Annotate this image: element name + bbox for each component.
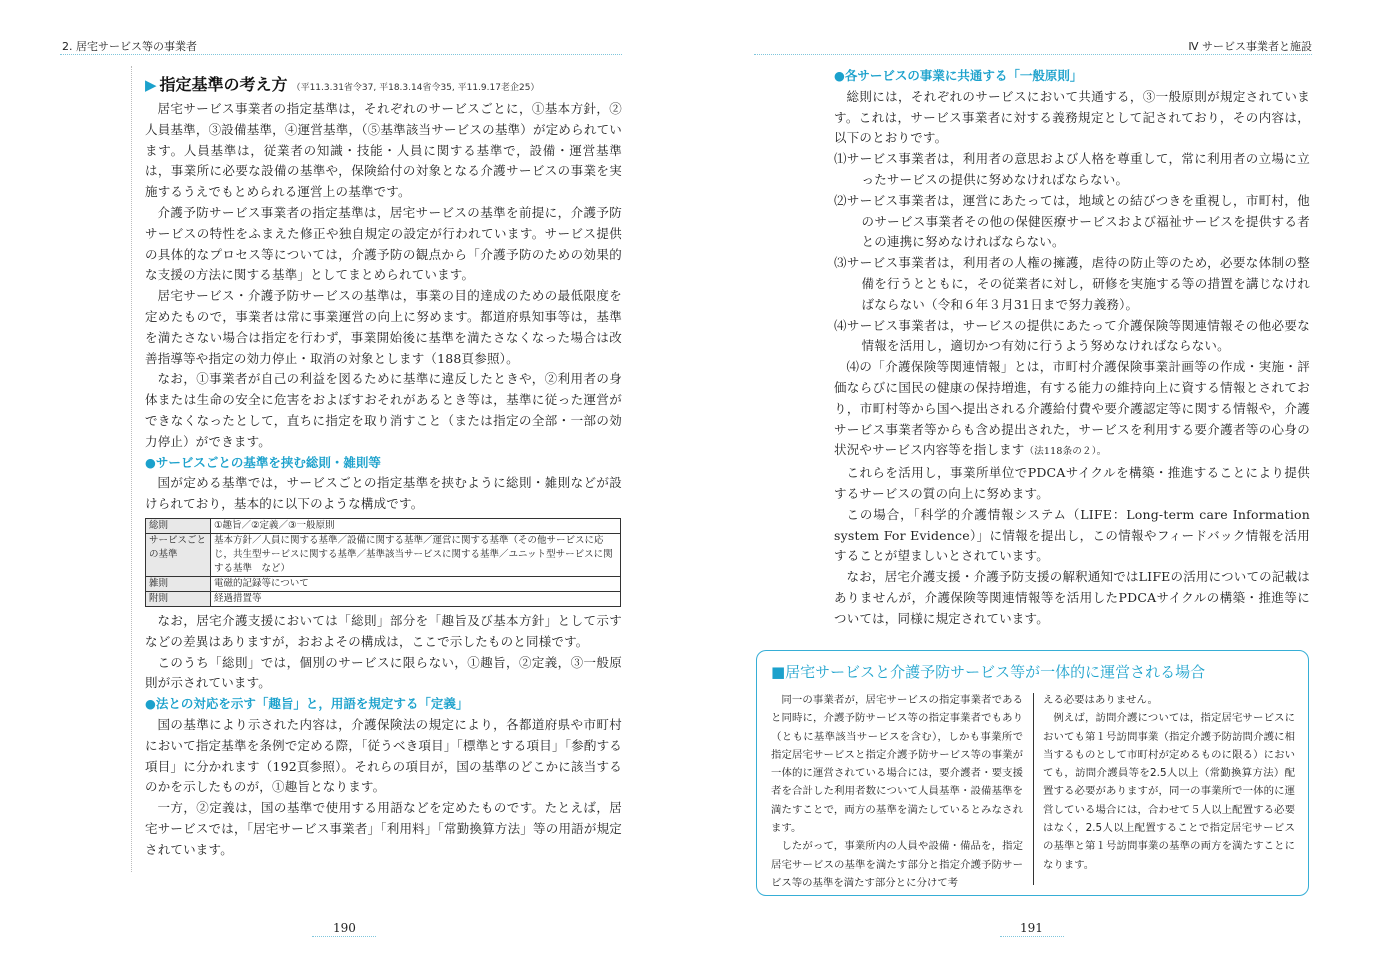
table-key: 雑則	[146, 576, 211, 591]
info-box-title: ■居宅サービスと介護予防サービス等が一体的に運営される場合	[771, 663, 1206, 681]
table-row	[146, 533, 621, 576]
list-item: ⑵サービス事業者は，運営にあたっては，地域との結びつきを重視し，市町村，他のサービス事業者その他の保健医療サービスおよび福祉サービスを提供する者との連携に努めなければならない。	[834, 192, 1310, 250]
list-item: ⑴サービス事業者は，利用者の意思および人格を尊重して，常に利用者の立場に立ったサービスの提供に努めなければならない。	[834, 151, 1310, 187]
paragraph: なお，居宅介護支援・介護予防支援の解釈通知ではLIFEの活用についての記載はありませんが，介護保険等関連情報等を活用したPDCAサイクルの構築・推進等については，同様に規定されています。	[834, 569, 1310, 626]
left-column	[145, 72, 622, 861]
table-value: 経過措置等	[211, 591, 621, 606]
paragraph-text: ⑷の「介護保険等関連情報」とは，市町村介護保険事業計画等の作成・実施・評価ならびに国民の健康の保持増進，有する能力の維持向上に資する情報とされており，市町村等から国へ提出される介護給付費や要介護認定等に関する情報や，介護サービス事業者等からも含め提出された，サービスを利用する要介護者等の心身の状況やサービス内容等を指します	[834, 359, 1310, 458]
list-item: ⑶サービス事業者は，利用者の人権の擁護，虐待の防止等のため，必要な体制の整備を行うとともに，その従業者に対し，研修を実施する等の措置を講じなければならない（令和６年３月31日まで努力義務）。	[834, 255, 1310, 312]
table-value: 基本方針／人員に関する基準／設備に関する基準／運営に関する基準（その他サービスに応じ，共生型サービスに関する基準／基準該当サービスに関する基準／ユニット型サービスに関する基準 など）	[211, 533, 621, 576]
paragraph: このうち「総則」では，個別のサービスに限らない，①趣旨，②定義，③一般原則が示されています。	[145, 654, 622, 691]
table-key: サービスごとの基準	[146, 533, 211, 576]
page-number-left: 190	[333, 921, 356, 935]
running-head-left: 2. 居宅サービス等の事業者	[62, 40, 197, 53]
paragraph: 一方，②定義は，国の基準で使用する用語などを定めたものです。たとえば，居宅サービスでは，「居宅サービス事業者」「利用料」「常勤換算方法」等の用語が規定されています。	[145, 800, 622, 857]
paragraph: この場合，「科学的介護情報システム（LIFE：Long-term care Information system For Evidence）」に情報を提出し，この情報やフィードバック情報を活用することが望ましいとされています。	[834, 506, 1310, 564]
info-paragraph: 同一の事業者が，居宅サービスの指定事業者であると同時に，介護予防サービス等の指定事業者でもあり（ともに基準該当サービスを含む），しかも事業所で指定居宅サービスと指定介護予防サービス等の事業が一体的に運営されている場合には，要介護者・要支援者を合計した利用者数について人員基準・設備基準を満たすことで，両方の基準を満たしているとみなされます。	[771, 694, 1023, 835]
subheading-purpose: ●法との対応を示す「趣旨」と，用語を規定する「定義」	[145, 696, 469, 712]
triangle-marker-icon: ▶	[145, 76, 157, 94]
paragraph: 国が定める基準では，サービスごとの指定基準を挟むように総則・雑則などが設けられており，基本的に以下のような構成です。	[145, 475, 622, 512]
info-paragraph: 例えば，訪問介護については，指定居宅サービスにおいても第１号訪問事業（指定介護予防訪問介護に相当するものとして市町村が定めるものに限る）においても，訪問介護員等を2.5人以上（常勤換算方法）配置する必要がありますが，同一の事業所で一体的に運営している場合には，合わせて５人以上配置する必要はなく，2.5人以上配置することで指定居宅サービスの基準と第１号訪問事業の基準の両方を満たすことになります。	[1043, 712, 1295, 871]
paragraph: これらを活用し，事業所単位でPDCAサイクルを構築・推進することにより提供するサービスの質の向上に努めます。	[834, 465, 1310, 501]
paragraph: なお，居宅介護支援においては「総則」部分を「趣旨及び基本方針」として示すなどの差異はありますが，おおよその構成は，ここで示したものと同様です。	[145, 612, 622, 649]
section-ref: （平11.3.31省令37, 平18.3.14省令35, 平11.9.17老企25）	[291, 83, 540, 93]
page-number-right: 191	[1020, 921, 1043, 935]
info-box-divider	[1033, 693, 1034, 885]
structure-table	[145, 518, 621, 607]
margin-rule-left	[131, 66, 132, 872]
folio-rule-left	[312, 936, 376, 937]
paragraph: なお，①事業者が自己の利益を図るために基準に違反したときや，②利用者の身体または生命の安全に危害をおよぼすおそれがあるとき等は，基準に従った運営ができなくなったとして，直ちに指定を取り消すこと（または指定の全部・一部の効力停止）ができます。	[145, 371, 622, 449]
paragraph: 介護予防サービス事業者の指定基準は，居宅サービスの基準を前提に，介護予防サービスの特性をふまえた修正や独自規定の設定が行われています。サービス提供の具体的なプロセス等については，介護予防の観点から「介護予防のための効果的な支援の方法に関する基準」としてまとめられています。	[145, 204, 622, 283]
header-rule-right	[754, 54, 1312, 55]
folio-rule-right	[1000, 936, 1064, 937]
right-page	[688, 0, 1376, 972]
paragraph: 総則には，それぞれのサービスにおいて共通する，③一般原則が規定されています。これは，サービス事業者に対する義務規定として記されており，その内容は，以下のとおりです。	[834, 88, 1310, 146]
law-ref: （法118条の２）。	[1024, 446, 1107, 458]
info-paragraph: える必要はありません。	[1043, 694, 1158, 706]
running-head-right: Ⅳ サービス事業者と施設	[1188, 40, 1312, 53]
table-row	[146, 591, 621, 606]
paragraph	[834, 357, 1310, 463]
table-row	[146, 576, 621, 591]
table-value: ①趣旨／②定義／③一般原則	[211, 518, 621, 533]
subheading-structure: ●サービスごとの基準を挟む総則・雑則等	[145, 454, 381, 470]
paragraph: 国の基準により示された内容は，介護保険法の規定により，各都道府県や市町村において指定基準を条例で定める際，「従うべき項目」「標準とする項目」「参酌する項目」に分かれます（192頁参照）。それらの項目が，国の基準のどこかに該当するのかを示したものが，①趣旨となります。	[145, 716, 622, 795]
header-rule-left	[60, 54, 622, 55]
info-paragraph: したがって，事業所内の人員や設備・備品を，指定居宅サービスの基準を満たす部分と指定介護予防サービス等の基準を満たす部分とに分けて考	[771, 840, 1023, 889]
paragraph: 居宅サービス・介護予防サービスの基準は，事業の目的達成のための最低限度を定めたもので，事業者は常に事業運営の向上に努めます。都道府県知事等は，基準を満たさない場合は指定を行わず，事業開始後に基準を満たさなくなった場合は改善指導等や指定の効力停止・取消の対象とします（188頁参照）。	[145, 288, 622, 366]
section-heading	[145, 72, 622, 95]
subheading-general-principles: ●各サービスの事業に共通する「一般原則」	[834, 68, 1083, 83]
table-key: 総則	[146, 518, 211, 533]
table-value: 電磁的記録等について	[211, 576, 621, 591]
list-item: ⑷サービス事業者は，サービスの提供にあたって介護保険等関連情報その他必要な情報を活用し，適切かつ有効に行うよう努めなければならない。	[834, 317, 1310, 354]
info-box	[756, 650, 1309, 896]
right-column	[834, 66, 1310, 630]
info-box-column-2	[1043, 691, 1295, 874]
info-box-column-1	[771, 691, 1023, 892]
paragraph: 居宅サービス事業者の指定基準は，それぞれのサービスごとに，①基本方針，②人員基準，③設備基準，④運営基準，（⑤基準該当サービスの基準）が定められています。人員基準は，従業者の知識・技能・人員に関する基準で，設備・運営基準は，事業所に必要な設備の基準や，保険給付の対象となる介護サービスの事業を実施するうえでもとめられる運営上の基準です。	[145, 101, 622, 200]
table-row	[146, 518, 621, 533]
section-title: 指定基準の考え方	[159, 75, 288, 94]
table-key: 附則	[146, 591, 211, 606]
